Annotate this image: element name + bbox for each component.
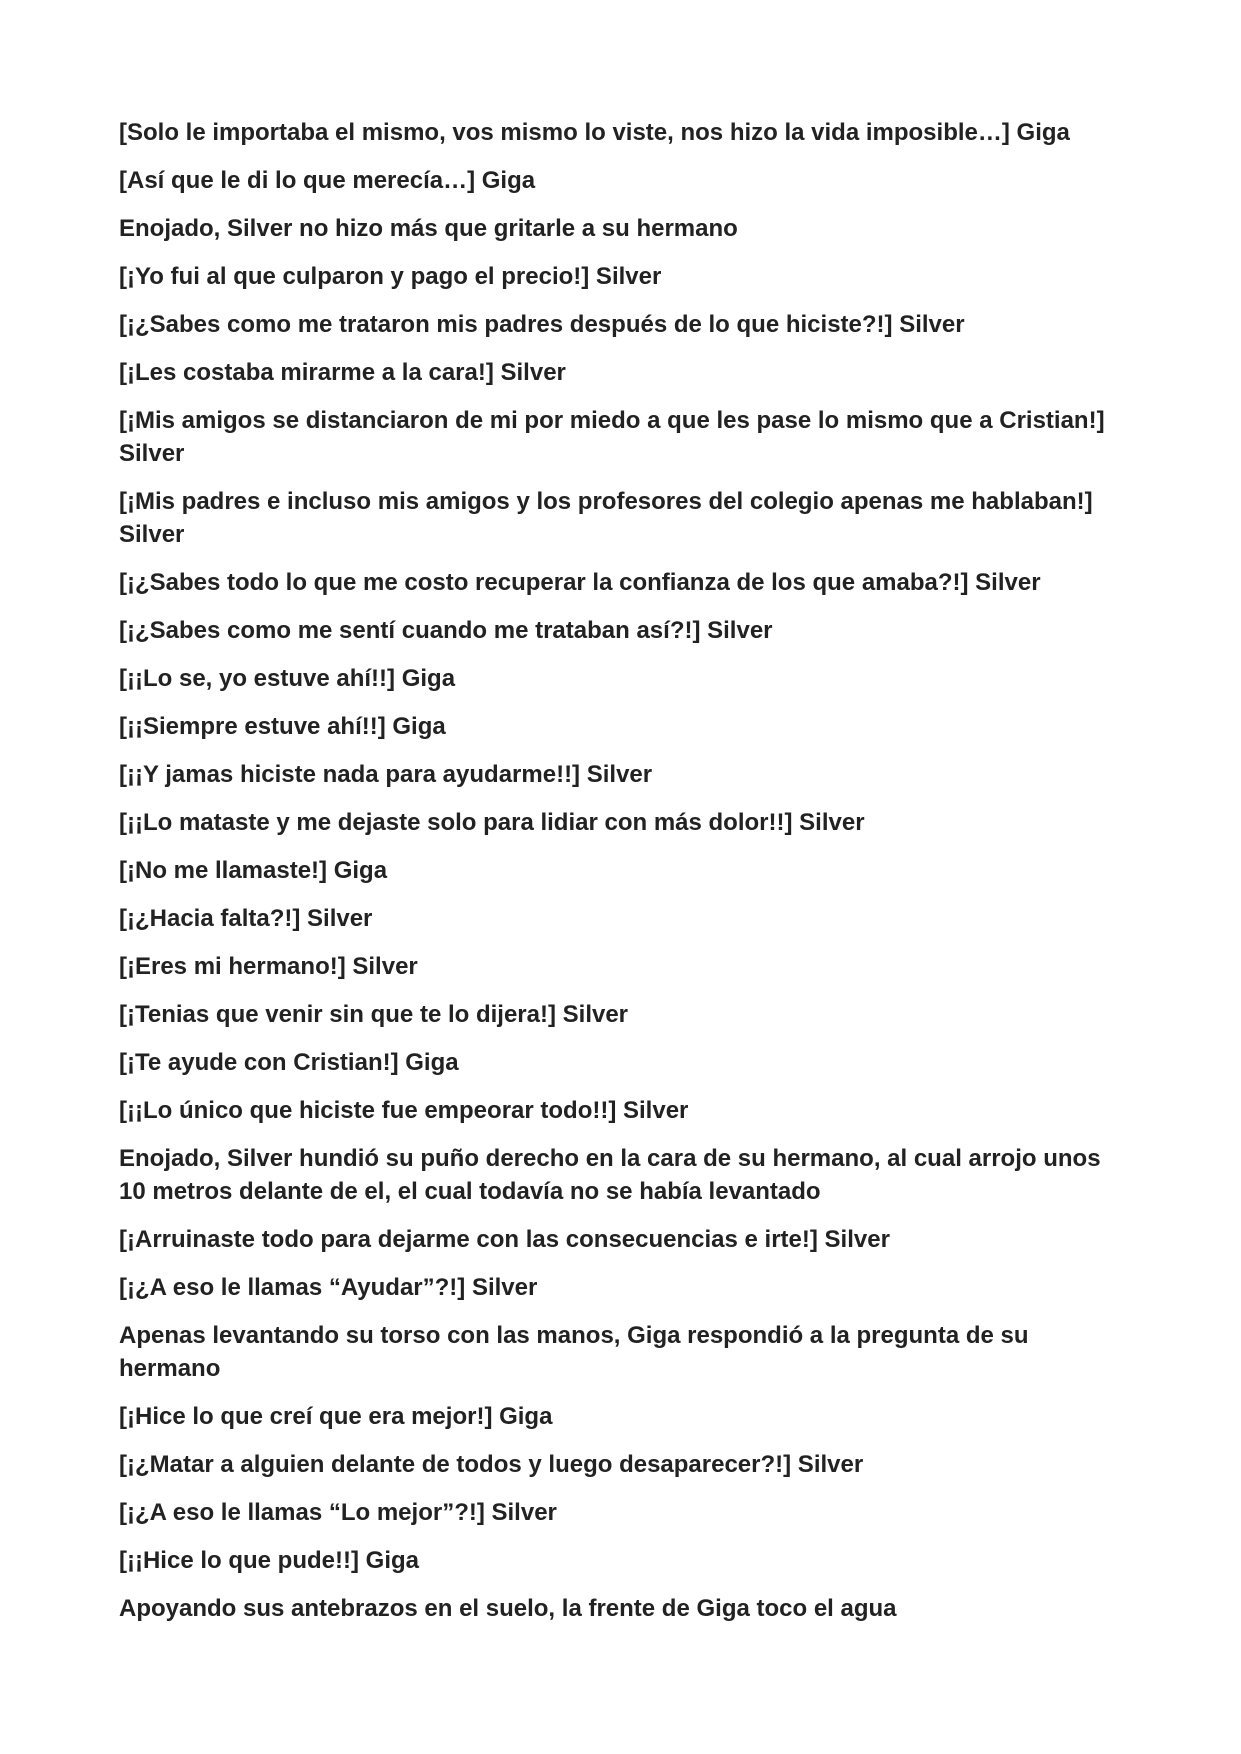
paragraph-11: [¡¡Lo se, yo estuve ahí!!] Giga [119,665,456,692]
paragraph-25: [¡Hice lo que creí que era mejor!] Giga [119,1403,553,1430]
paragraph-18: [¡Tenias que venir sin que te lo dijera!] Silver [119,1001,629,1028]
paragraph-9: [¡¿Sabes todo lo que me costo recuperar la confianza de los que amaba?!] Silver [119,569,1041,596]
paragraph-17: [¡Eres mi hermano!] Silver [119,953,418,980]
paragraph-8: [¡Mis padres e incluso mis amigos y los profesores del colegio apenas me hablaban!] Silver [119,488,1093,548]
paragraph-4: [¡Yo fui al que culparon y pago el precio!] Silver [119,263,662,290]
paragraph-13: [¡¡Y jamas hiciste nada para ayudarme!!] Silver [119,761,653,788]
paragraph-1: [Solo le importaba el mismo, vos mismo lo viste, nos hizo la vida imposible…] Giga [119,119,1070,146]
paragraph-7: [¡Mis amigos se distanciaron de mi por miedo a que les pase lo mismo que a Cristian!] Silver [119,407,1105,467]
paragraph-12: [¡¡Siempre estuve ahí!!] Giga [119,713,446,740]
paragraph-23: [¡¿A eso le llamas “Ayudar”?!] Silver [119,1274,538,1301]
paragraph-3: Enojado, Silver no hizo más que gritarle a su hermano [119,215,738,242]
paragraph-14: [¡¡Lo mataste y me dejaste solo para lidiar con más dolor!!] Silver [119,809,865,836]
paragraph-20: [¡¡Lo único que hiciste fue empeorar todo!!] Silver [119,1097,689,1124]
paragraph-24: Apenas levantando su torso con las manos, Giga respondió a la pregunta de su hermano [119,1322,1029,1382]
paragraph-10: [¡¿Sabes como me sentí cuando me trataban así?!] Silver [119,617,773,644]
paragraph-16: [¡¿Hacia falta?!] Silver [119,905,373,932]
paragraph-6: [¡Les costaba mirarme a la cara!] Silver [119,359,566,386]
paragraph-28: [¡¡Hice lo que pude!!] Giga [119,1547,419,1574]
paragraph-22: [¡Arruinaste todo para dejarme con las consecuencias e irte!] Silver [119,1226,890,1253]
paragraph-2: [Así que le di lo que merecía…] Giga [119,167,536,194]
document-body [119,116,1129,1640]
paragraph-15: [¡No me llamaste!] Giga [119,857,388,884]
paragraph-5: [¡¿Sabes como me trataron mis padres después de lo que hiciste?!] Silver [119,311,965,338]
paragraph-27: [¡¿A eso le llamas “Lo mejor”?!] Silver [119,1499,557,1526]
paragraph-26: [¡¿Matar a alguien delante de todos y luego desaparecer?!] Silver [119,1451,864,1478]
paragraph-29: Apoyando sus antebrazos en el suelo, la frente de Giga toco el agua [119,1595,897,1622]
paragraph-19: [¡Te ayude con Cristian!] Giga [119,1049,459,1076]
paragraph-21: Enojado, Silver hundió su puño derecho en la cara de su hermano, al cual arrojo unos 10 metros delante de el, el cual todavía no se había levantado [119,1145,1101,1205]
